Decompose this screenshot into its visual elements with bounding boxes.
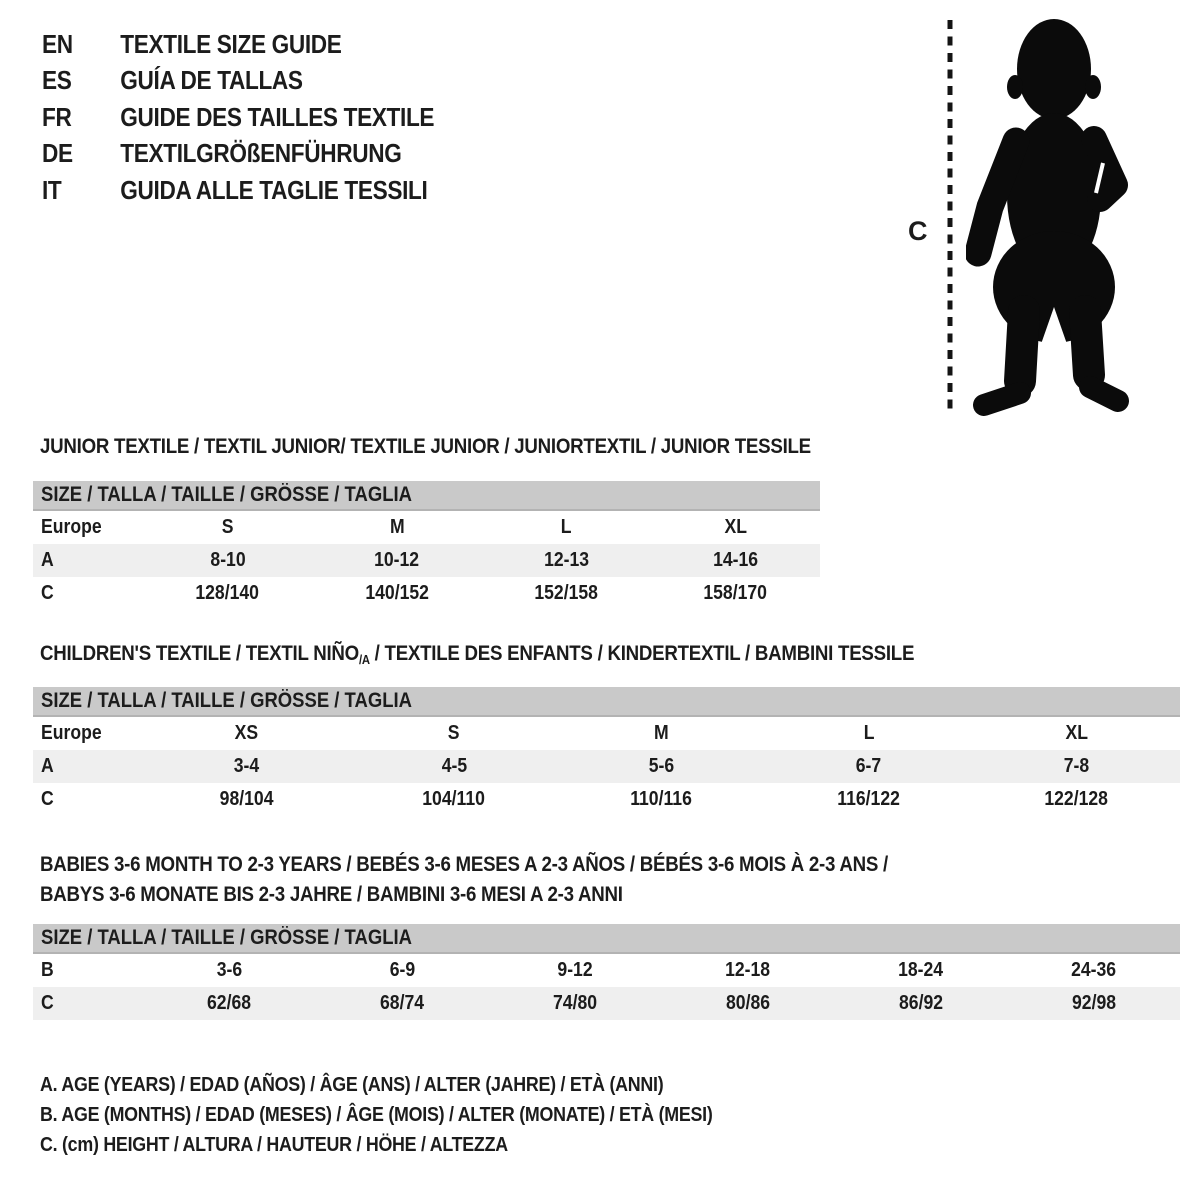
size-cell: 12-13 [543,549,589,571]
size-cell: 12-18 [725,959,771,981]
size-cell: 80/86 [725,992,770,1014]
size-row-b [33,954,1180,987]
size-header-bar [33,924,1180,954]
size-header-label: SIZE / TALLA / TAILLE / GRÖSSE / TAGLIA [41,483,412,506]
row-label: C [41,582,54,604]
size-cell: XL [1065,722,1088,744]
legend [40,1070,813,1160]
language-row-en [42,26,434,63]
size-cell: 62/68 [207,992,252,1014]
size-cell: S [221,516,234,538]
row-label: Europe [41,516,102,538]
language-code: IT [42,174,62,205]
size-row-europe [33,717,1180,750]
row-label: C [41,788,54,810]
babies-section-title [40,849,888,909]
size-cell: M [389,516,405,538]
babies-title-line-1: BABIES 3-6 MONTH TO 2-3 YEARS / BEBÉS 3-6 MESES A 2-3 AÑOS / BÉBÉS 3-6 MOIS À 2-3 ANS / [40,852,888,876]
size-cell: 140/152 [365,582,429,604]
guide-title-fr: GUIDE DES TAILLES TEXTILE [120,101,435,132]
babies-size-table [33,924,1180,1020]
junior-section-title [40,434,811,458]
size-cell: 9-12 [557,959,593,981]
size-header-bar [33,481,820,511]
size-row-a [33,544,820,577]
children-size-table [33,687,1180,816]
size-header-bar [33,687,1180,717]
size-cell: 110/116 [630,788,693,810]
size-cell: S [448,722,460,744]
row-label: A [41,755,54,777]
toddler-silhouette-icon [966,15,1144,417]
size-cell: 74/80 [553,992,598,1014]
babies-title-line-2: BABYS 3-6 MONATE BIS 2-3 JAHRE / BAMBINI 3-6 MESI A 2-3 ANNI [40,882,623,906]
language-code: FR [42,101,72,132]
size-cell: 122/128 [1044,788,1109,810]
language-code: EN [42,28,73,59]
size-header-label: SIZE / TALLA / TAILLE / GRÖSSE / TAGLIA [41,926,412,949]
children-title-after: / TEXTILE DES ENFANTS / KINDERTEXTIL / BAMBINI TESSILE [369,641,915,665]
size-cell: 10-12 [374,549,420,571]
size-row-c [33,987,1180,1020]
size-row-c [33,783,1180,816]
children-section-title [40,641,914,672]
legend-line-a: A. AGE (YEARS) / EDAD (AÑOS) / ÂGE (ANS) / ALTER (JAHRE) / ETÀ (ANNI) [40,1073,664,1096]
size-row-europe [33,511,820,544]
children-title-sub: /A [358,652,370,667]
legend-line-c: C. (cm) HEIGHT / ALTURA / HAUTEUR / HÖHE / ALTEZZA [40,1133,508,1156]
size-cell: 116/122 [837,788,901,810]
size-cell: XS [234,722,259,744]
guide-title-it: GUIDA ALLE TAGLIE TESSILI [120,174,428,205]
size-cell: 5-6 [648,755,675,777]
size-cell: 86/92 [898,992,943,1014]
language-row-fr [42,99,434,136]
size-cell: 6-9 [389,959,415,981]
size-cell: M [654,722,669,744]
legend-line-b: B. AGE (MONTHS) / EDAD (MESES) / ÂGE (MOIS) / ALTER (MONATE) / ETÀ (MESI) [40,1103,713,1126]
language-code: DE [42,138,73,169]
size-row-a [33,750,1180,783]
size-cell: 3-6 [216,959,243,981]
size-cell: 128/140 [195,582,260,604]
language-row-it [42,172,434,209]
measure-c-label: C [908,216,928,246]
height-dashed-line-icon [946,18,954,416]
guide-title-en: TEXTILE SIZE GUIDE [120,28,342,59]
size-cell: 6-7 [856,755,882,777]
size-cell: XL [724,516,747,538]
language-row-es [42,63,434,100]
children-title-before: CHILDREN'S TEXTILE / TEXTIL NIÑO [40,641,359,665]
row-label: B [41,959,54,981]
size-cell: 98/104 [219,788,274,810]
size-cell: 152/158 [534,582,598,604]
size-cell: L [560,516,572,538]
size-header-label: SIZE / TALLA / TAILLE / GRÖSSE / TAGLIA [41,689,412,712]
row-label: Europe [41,722,102,744]
language-row-de [42,136,434,173]
size-cell: 104/110 [422,788,486,810]
row-label: C [41,992,54,1014]
size-cell: 7-8 [1063,755,1089,777]
size-cell: 18-24 [898,959,944,981]
language-title-list [42,26,493,209]
language-code: ES [42,65,72,96]
junior-size-table [33,481,820,610]
guide-title-de: TEXTILGRÖßENFÜHRUNG [120,138,402,169]
size-cell: 4-5 [441,755,467,777]
size-cell: 158/170 [703,582,768,604]
size-cell: L [863,722,875,744]
size-cell: 68/74 [380,992,425,1014]
size-cell: 8-10 [210,549,246,571]
size-cell: 24-36 [1071,959,1117,981]
size-cell: 14-16 [712,549,758,571]
row-label: A [41,549,54,571]
size-row-c [33,577,820,610]
size-cell: 92/98 [1071,992,1116,1014]
junior-section-title-text: JUNIOR TEXTILE / TEXTIL JUNIOR/ TEXTILE JUNIOR / JUNIORTEXTIL / JUNIOR TESSILE [40,434,811,458]
guide-title-es: GUÍA DE TALLAS [120,65,303,96]
size-cell: 3-4 [233,755,260,777]
